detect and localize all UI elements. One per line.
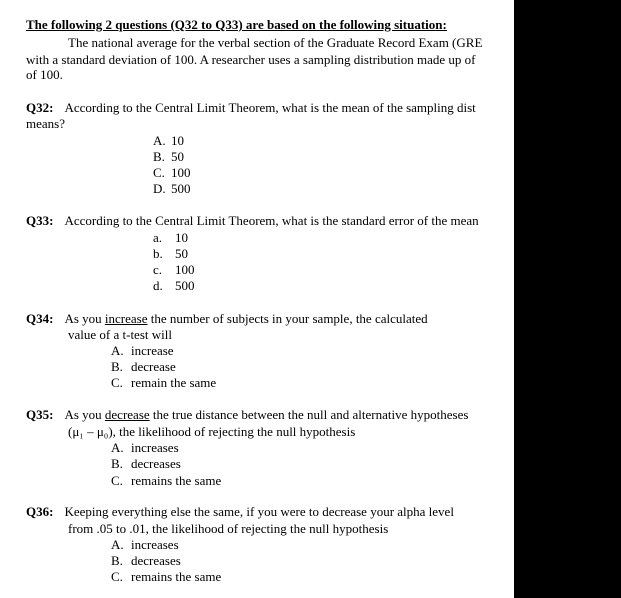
- question-number: Q33:: [26, 213, 54, 228]
- question-number: Q34:: [26, 311, 54, 326]
- question-q35: Q35: As you decrease the true distance between the null and alternative hypotheses: [26, 407, 469, 422]
- question-q32-line2: means?: [26, 116, 65, 131]
- q35-option-b[interactable]: B. decreases: [111, 456, 181, 471]
- q36-option-c[interactable]: C. remains the same: [111, 569, 222, 584]
- q32-option-d[interactable]: D. 500: [153, 181, 191, 196]
- question-q34-line2: value of a t-test will: [68, 327, 172, 342]
- question-text: According to the Central Limit Theorem, what is the mean of the sampling dist: [64, 100, 476, 115]
- q36-option-a[interactable]: A. increases: [111, 537, 179, 552]
- q33-option-b[interactable]: b. 50: [153, 246, 188, 261]
- black-redaction-bar: [514, 0, 621, 598]
- q33-option-c[interactable]: c. 100: [153, 262, 195, 277]
- q32-option-a[interactable]: A. 10: [153, 133, 184, 148]
- question-q36: [26, 504, 454, 519]
- question-q33: [26, 213, 479, 228]
- section-heading: The following 2 questions (Q32 to Q33) are based on the following situation:: [26, 17, 447, 32]
- situation-line-1: The national average for the verbal section of the Graduate Record Exam (GRE: [68, 35, 483, 50]
- q32-option-c[interactable]: C. 100: [153, 165, 191, 180]
- situation-line-2: with a standard deviation of 100. A researcher uses a sampling distribution made up of: [26, 52, 476, 67]
- question-q36-line2: from .05 to .01, the likelihood of rejecting the null hypothesis: [68, 521, 389, 536]
- question-q34: Q34: As you increase the number of subjects in your sample, the calculated: [26, 311, 428, 326]
- question-q35-line2: (μ₁ – μ₀), the likelihood of rejecting the null hypothesis: [68, 424, 356, 439]
- question-text: Keeping everything else the same, if you were to decrease your alpha level: [64, 504, 454, 519]
- q35-option-a[interactable]: A. increases: [111, 440, 179, 455]
- emphasis-word: increase: [104, 311, 148, 326]
- question-number: Q35:: [26, 407, 54, 422]
- q33-option-a[interactable]: a. 10: [153, 230, 188, 245]
- emphasis-word: decrease: [104, 407, 150, 422]
- q33-option-d[interactable]: d. 500: [153, 278, 195, 293]
- q34-option-a[interactable]: A. increase: [111, 343, 174, 358]
- situation-line-3: of 100.: [26, 67, 63, 82]
- q34-option-c[interactable]: C. remain the same: [111, 375, 217, 390]
- q34-option-b[interactable]: B. decrease: [111, 359, 176, 374]
- q32-option-b[interactable]: B. 50: [153, 149, 184, 164]
- question-number: Q36:: [26, 504, 54, 519]
- q36-option-b[interactable]: B. decreases: [111, 553, 181, 568]
- q35-option-c[interactable]: C. remains the same: [111, 473, 222, 488]
- question-number: Q32:: [26, 100, 54, 115]
- question-q32: [26, 100, 476, 115]
- question-text: According to the Central Limit Theorem, what is the standard error of the mean: [64, 213, 479, 228]
